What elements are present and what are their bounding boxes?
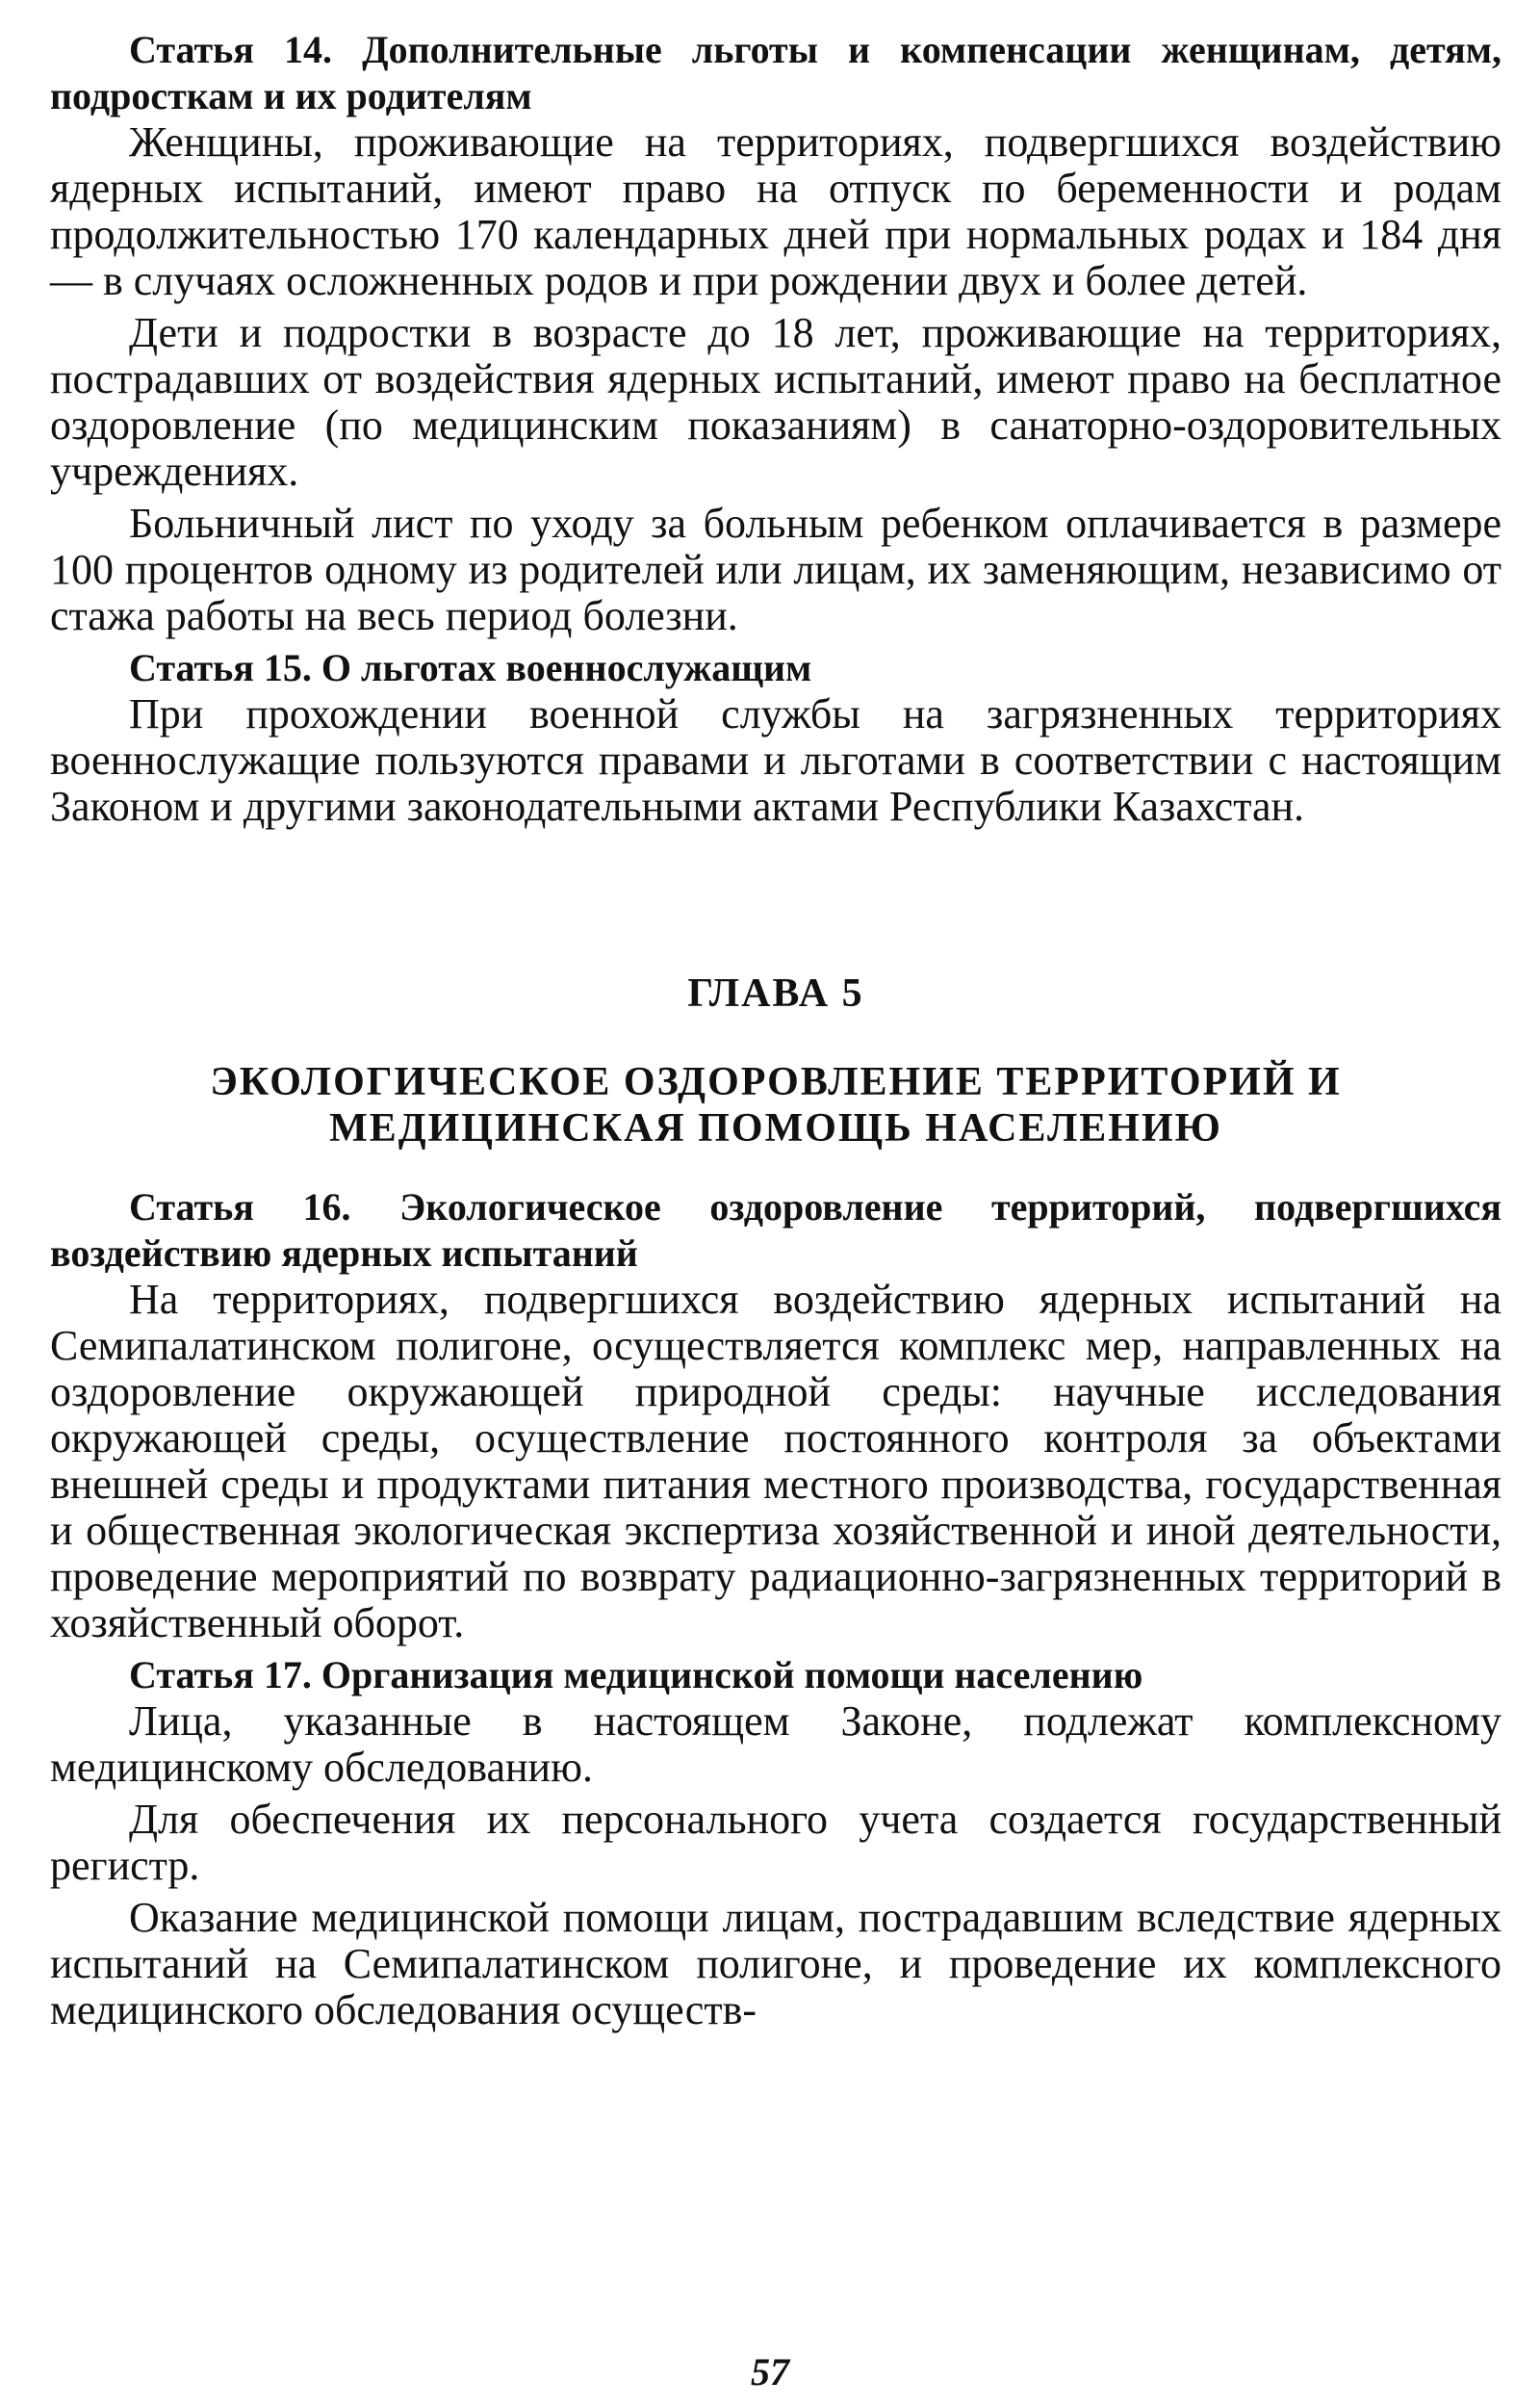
article-15-title: Статья 15. О льготах военнослужащим [129, 646, 812, 689]
article-14-paragraph: Дети и подростки в возрасте до 18 лет, проживающие на территориях, пострадавших от воздействия ядерных испытаний, имеют право на бесплатное оздоровление (по медицинским показаниям) в санаторно-оздоровительных учреждениях. [50, 309, 1502, 495]
article-16-title: Статья 16. Экологическое оздоровление территорий, подвергшихся воздействию ядерных испытаний [50, 1185, 1502, 1275]
article-15-paragraph: При прохождении военной службы на загрязненных территориях военнослужащие пользуются правами и льготами в соответствии с настоящим Законом и другими законодательными актами Республики Казахстан. [50, 690, 1502, 830]
article-17-paragraph: Оказание медицинской помощи лицам, пострадавшим вследствие ядерных испытаний на Семипалатинском полигоне, и проведение их комплексного медицинского обследования осуществ- [50, 1894, 1502, 2033]
chapter-title-line: ЭКОЛОГИЧЕСКОЕ ОЗДОРОВЛЕНИЕ ТЕРРИТОРИЙ И [210, 1060, 1342, 1104]
article-17-paragraph: Лица, указанные в настоящем Законе, подлежат комплексному медицинскому обследованию. [50, 1697, 1502, 1791]
document-page [50, 27, 1502, 2039]
chapter-title-line: МЕДИЦИНСКАЯ ПОМОЩЬ НАСЕЛЕНИЮ [329, 1106, 1222, 1151]
article-16-paragraph: На территориях, подвергшихся воздействию ядерных испытаний на Семипалатинском полигоне, осуществляется комплекс мер, направленных на оздоровление окружающей природной среды: научные исследования окружающей среды, осуществление постоянного контроля за объектами внешней среды и продуктами питания местного производства, государственная и общественная экологическая экспертиза хозяйственной и иной деятельности, проведение мероприятий по возврату радиационно-загрязненных территорий в хозяйственный оборот. [50, 1276, 1502, 1646]
page-number: 57 [751, 2350, 789, 2394]
article-17-title: Статья 17. Организация медицинской помощи населению [129, 1653, 1143, 1696]
article-17-paragraph: Для обеспечения их персонального учета создается государственный регистр. [50, 1796, 1502, 1889]
chapter-number: ГЛАВА 5 [687, 971, 864, 1016]
article-14-paragraph: Больничный лист по уходу за больным ребенком оплачивается в размере 100 процентов одному из родителей или лицам, их заменяющим, независимо от стажа работы на весь период болезни. [50, 500, 1502, 639]
article-14-paragraph: Женщины, проживающие на территориях, подвергшихся воздействию ядерных испытаний, имеют право на отпуск по беременности и родам продолжительностью 170 календарных дней при нормальных родах и 184 дня — в случаях осложненных родов и при рождении двух и более детей. [50, 118, 1502, 304]
chapter-title [50, 1059, 1502, 1152]
article-14-title: Статья 14. Дополнительные льготы и компенсации женщинам, детям, подросткам и их родителям [50, 28, 1502, 117]
